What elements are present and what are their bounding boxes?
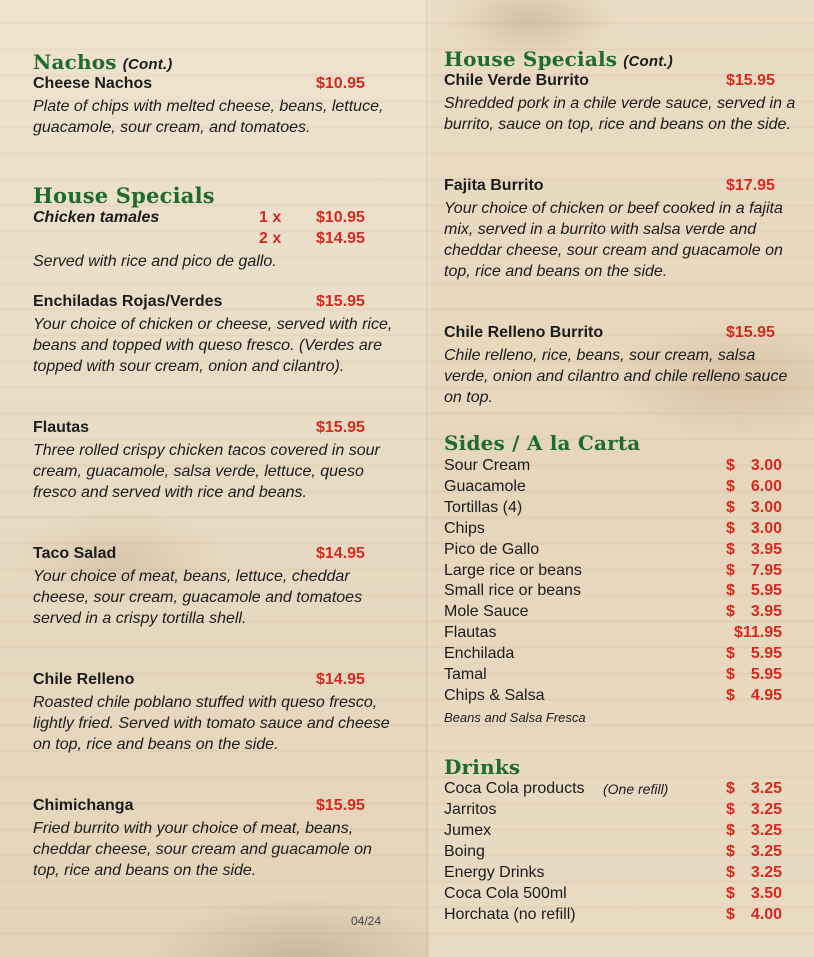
list-item-price: 3.25 bbox=[750, 801, 782, 818]
list-item-price: 3.25 bbox=[750, 822, 782, 839]
item-price: $15.95 bbox=[316, 419, 365, 436]
tamales-qty-2: 2 x bbox=[259, 230, 282, 247]
currency-symbol: $ bbox=[726, 540, 735, 558]
tamales-price-2: $14.95 bbox=[316, 230, 365, 247]
list-item-price: 3.00 bbox=[750, 498, 782, 516]
item-price: $15.95 bbox=[726, 324, 775, 341]
currency-symbol: $ bbox=[726, 906, 735, 923]
item-description: Fried burrito with your choice of meat, beans, cheddar cheese, sour cream and guacamole on top, rice and beans on the side. bbox=[33, 820, 372, 879]
item-description: Roasted chile poblano stuffed with queso fresco, lightly fried. Served with tomato sauce and cheese on top, rice and beans on the side. bbox=[33, 694, 390, 753]
sides-note: Beans and Salsa Fresca bbox=[444, 710, 586, 725]
list-item-price: 3.25 bbox=[750, 843, 782, 860]
item-description: Three rolled crispy chicken tacos covered in sour cream, guacamole, salsa verde, lettuce, queso fresco and served with rice and beans. bbox=[33, 442, 380, 501]
list-item-price: 6.00 bbox=[750, 477, 782, 495]
currency-symbol: $ bbox=[726, 582, 735, 600]
list-item-price: 3.95 bbox=[750, 540, 782, 558]
list-item-name: Coca Cola 500ml bbox=[444, 885, 567, 902]
item-description: Your choice of meat, beans, lettuce, cheddar cheese, sour cream, guacamole and tomatoes served in a crispy tortilla shell. bbox=[33, 568, 363, 627]
menu-right-page bbox=[430, 0, 814, 957]
list-item-price: 3.25 bbox=[750, 864, 782, 881]
menu-date-code: 04/24 bbox=[351, 914, 382, 928]
nachos-title: Nachos bbox=[33, 50, 117, 74]
list-item-name: Tamal bbox=[444, 666, 487, 683]
currency-symbol: $ bbox=[726, 457, 735, 474]
currency-symbol: $ bbox=[726, 666, 735, 683]
item-name: Chile Relleno bbox=[33, 671, 135, 688]
currency-symbol: $ bbox=[726, 780, 735, 797]
list-item-name: Sour Cream bbox=[444, 457, 531, 474]
list-item-price: 3.00 bbox=[750, 519, 782, 537]
item-description: Your choice of chicken or cheese, served with rice, beans and topped with queso fresco. (Verdes are topped with sour cream, onion and cilantro). bbox=[33, 316, 393, 375]
list-item-name: Horchata (no refill) bbox=[444, 906, 576, 923]
item-name: Taco Salad bbox=[33, 545, 117, 562]
list-item-price: $11.95 bbox=[733, 624, 782, 642]
list-item-name: Coca Cola products bbox=[444, 780, 585, 797]
tamales-name: Chicken tamales bbox=[33, 209, 160, 226]
currency-symbol: $ bbox=[726, 477, 735, 495]
nachos-cont-label: (Cont.) bbox=[122, 56, 173, 73]
currency-symbol: $ bbox=[726, 561, 735, 579]
sides-heading: Sides / A la Carta bbox=[444, 431, 641, 455]
list-item-price: 3.95 bbox=[750, 603, 782, 621]
list-item-name: Large rice or beans bbox=[444, 561, 582, 579]
item-name: Enchiladas Rojas/Verdes bbox=[33, 293, 223, 310]
list-item-name: Tortillas (4) bbox=[444, 498, 523, 516]
item-description: Plate of chips with melted cheese, beans, lettuce, guacamole, sour cream, and tomatoes. bbox=[33, 98, 384, 136]
list-item-name: Guacamole bbox=[444, 477, 526, 495]
currency-symbol: $ bbox=[726, 822, 735, 839]
tamales-qty-1: 1 x bbox=[259, 209, 282, 226]
list-item-name: Chips bbox=[444, 519, 485, 537]
item-price: $15.95 bbox=[316, 293, 365, 310]
list-item-name: Boing bbox=[444, 843, 485, 860]
currency-symbol: $ bbox=[726, 519, 735, 537]
list-item-price: 5.95 bbox=[750, 582, 782, 600]
item-price: $15.95 bbox=[726, 72, 775, 89]
list-item-price: 3.50 bbox=[750, 885, 782, 902]
house-specials-cont-heading bbox=[444, 47, 673, 71]
list-item-note: (One refill) bbox=[603, 781, 669, 797]
list-item-price: 3.00 bbox=[750, 457, 782, 474]
list-item-name: Enchilada bbox=[444, 645, 515, 663]
drinks-heading: Drinks bbox=[444, 755, 521, 779]
nachos-heading bbox=[33, 50, 172, 74]
list-item-price: 4.95 bbox=[750, 686, 782, 704]
item-name: Cheese Nachos bbox=[33, 75, 153, 92]
item-price: $10.95 bbox=[316, 75, 365, 92]
list-item-name: Energy Drinks bbox=[444, 864, 545, 881]
list-item-name: Jumex bbox=[444, 822, 492, 839]
item-price: $14.95 bbox=[316, 671, 365, 688]
item-description: Shredded pork in a chile verde sauce, served in a burrito, sauce on top, rice and beans on the side. bbox=[444, 95, 796, 133]
item-name: Chile Relleno Burrito bbox=[444, 324, 604, 341]
tamales-description: Served with rice and pico de gallo. bbox=[33, 253, 277, 270]
tamales-price-1: $10.95 bbox=[316, 209, 365, 226]
list-item-name: Pico de Gallo bbox=[444, 540, 540, 558]
item-description: Your choice of chicken or beef cooked in a fajita mix, served in a burrito with salsa verde and cheddar cheese, sour cream and guacamole on top, rice and beans on the side. bbox=[444, 200, 783, 280]
currency-symbol: $ bbox=[726, 603, 735, 621]
house-specials-title: House Specials bbox=[444, 47, 618, 71]
list-item-name: Chips & Salsa bbox=[444, 686, 545, 704]
list-item-name: Mole Sauce bbox=[444, 603, 529, 621]
list-item-price: 7.95 bbox=[750, 561, 782, 579]
currency-symbol: $ bbox=[726, 864, 735, 881]
house-specials-cont-label: (Cont.) bbox=[623, 53, 673, 70]
list-item-price: 5.95 bbox=[750, 645, 782, 663]
list-item-price: 4.00 bbox=[750, 906, 782, 923]
item-description: Chile relleno, rice, beans, sour cream, salsa verde, onion and cilantro and chile relleno sauce on top. bbox=[444, 347, 788, 406]
item-price: $14.95 bbox=[316, 545, 365, 562]
item-price: $17.95 bbox=[726, 177, 775, 194]
list-item-price: 5.95 bbox=[750, 666, 782, 683]
currency-symbol: $ bbox=[726, 645, 735, 663]
currency-symbol: $ bbox=[726, 686, 735, 704]
currency-symbol: $ bbox=[726, 801, 735, 818]
item-name: Chile Verde Burrito bbox=[444, 72, 589, 89]
currency-symbol: $ bbox=[726, 498, 735, 516]
currency-symbol: $ bbox=[726, 843, 735, 860]
list-item-name: Jarritos bbox=[444, 801, 497, 818]
item-name: Fajita Burrito bbox=[444, 177, 544, 194]
item-name: Chimichanga bbox=[33, 797, 134, 814]
list-item-name: Flautas bbox=[444, 624, 497, 642]
list-item-name: Small rice or beans bbox=[444, 582, 581, 600]
item-price: $15.95 bbox=[316, 797, 365, 814]
currency-symbol: $ bbox=[726, 885, 735, 902]
item-name: Flautas bbox=[33, 419, 90, 436]
list-item-price: 3.25 bbox=[750, 780, 782, 797]
house-specials-heading: House Specials bbox=[33, 183, 215, 208]
